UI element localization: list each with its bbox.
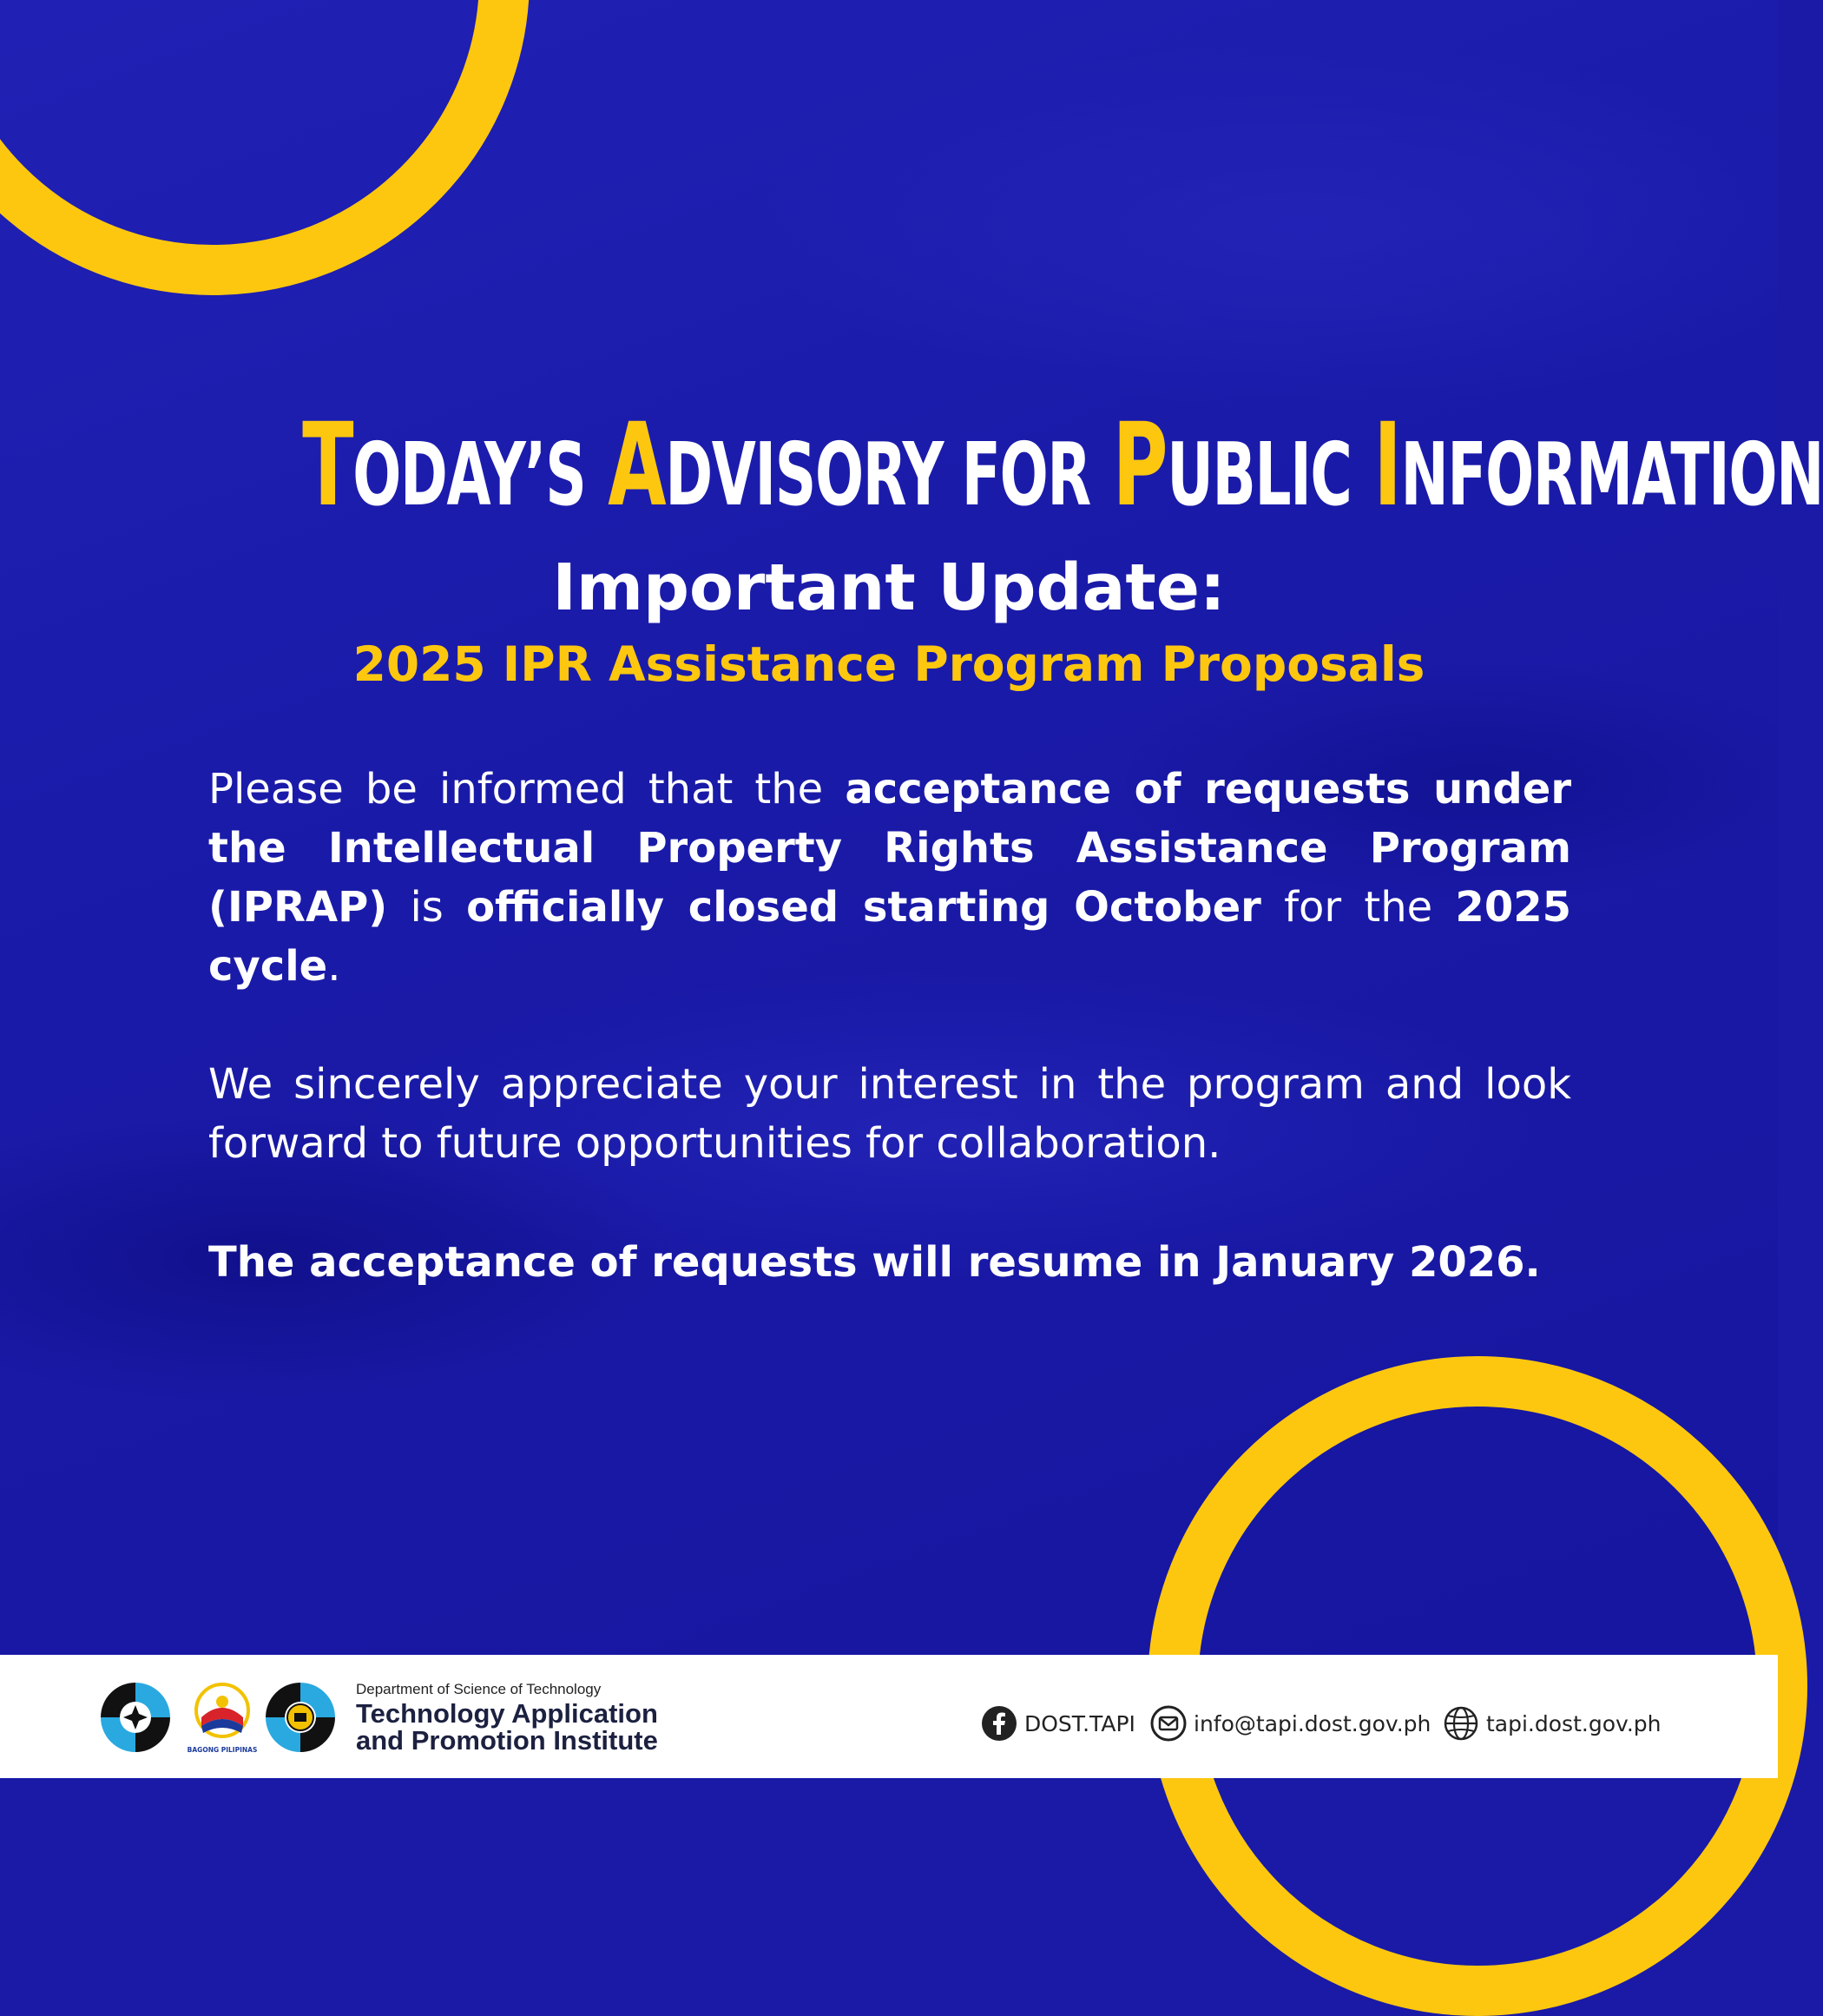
svg-text:BAGONG PILIPINAS: BAGONG PILIPINAS	[187, 1746, 258, 1754]
p1-text-1: Please be informed that the	[208, 765, 846, 814]
title-word-3: UBLIC	[1167, 424, 1352, 525]
title-initial-t: T	[302, 399, 353, 532]
facebook-handle: DOST.TAPI	[1024, 1710, 1135, 1736]
closure-notice-paragraph	[208, 760, 1571, 996]
facebook-icon	[981, 1705, 1017, 1742]
advisory-title	[302, 399, 1823, 532]
p1-text-4: .	[327, 942, 341, 991]
title-word-4: NFORMATION	[1400, 424, 1823, 525]
institute-name-line-2: and Promotion Institute	[356, 1725, 658, 1756]
title-word-2: DVISORY FOR	[665, 424, 1090, 525]
bagong-pilipinas-logo-icon	[187, 1679, 258, 1756]
website-contact[interactable]	[1443, 1705, 1662, 1742]
email-address: info@tapi.dost.gov.ph	[1194, 1710, 1431, 1736]
mail-icon	[1150, 1705, 1187, 1742]
title-word-1: ODAY’S	[352, 424, 586, 525]
department-name: Department of Science of Technology	[356, 1681, 602, 1697]
footer-bar	[0, 1655, 1778, 1778]
dost-logo-icon	[101, 1683, 170, 1752]
p1-bold-1: acceptance of requests under the Intellectual Property Rights Assistance Program (IPRAP)	[208, 765, 1572, 932]
website-url: tapi.dost.gov.ph	[1486, 1710, 1662, 1736]
globe-icon	[1443, 1705, 1479, 1742]
p1-text-2: is	[387, 883, 467, 932]
title-initial-i: I	[1373, 399, 1401, 532]
p1-text-3: for the	[1260, 883, 1456, 932]
title-initial-p: P	[1112, 399, 1168, 532]
appreciation-paragraph: We sincerely appreciate your interest in the program and look forward to future opportunities for collaboration.	[208, 1060, 1571, 1168]
facebook-contact[interactable]	[981, 1705, 1135, 1742]
title-initial-a: A	[608, 399, 666, 532]
email-contact[interactable]	[1150, 1705, 1431, 1742]
resume-notice: The acceptance of requests will resume in January 2026.	[208, 1238, 1541, 1287]
institute-name	[356, 1700, 658, 1754]
program-subheading: 2025 IPR Assistance Program Proposals	[352, 636, 1425, 692]
tapi-logo-icon	[266, 1683, 335, 1752]
institute-name-line-1: Technology Application	[356, 1698, 658, 1729]
p1-bold-2: officially closed starting October	[466, 883, 1261, 932]
decorative-ring-top	[0, 0, 530, 295]
important-update-heading: Important Update:	[552, 550, 1226, 625]
p1-bold-3: 2025 cycle	[208, 883, 1572, 991]
